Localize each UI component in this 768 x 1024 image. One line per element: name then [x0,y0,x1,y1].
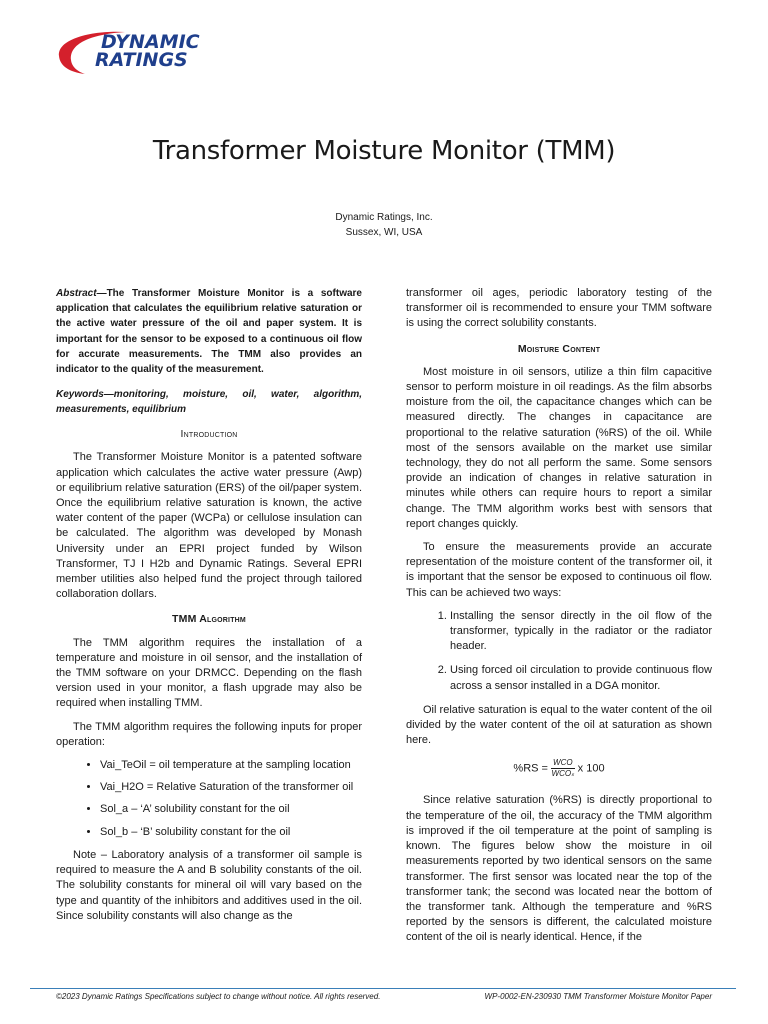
moisture-text-1: Most moisture in oil sensors, utilize a thin film capacitive sensor to perform moisture in oil readings. As the film absorbs moisture from the oil, the capacitance changes which can be measured directly. The changes in capacitance are proportional to the relative saturation (%RS) of the oil. While most of the sensors available on the market use similar technology, they do not all perform the same. Some sensors provide an indication of changes in relative saturation in minutes while others can require hours to report a similar change. The TMM algorithm works best with sensors that report changes quickly. [406,365,712,530]
author-block [0,210,768,240]
note-text: Note – Laboratory analysis of a transformer oil sample is required to measure the A and B solubility constants of the oil. The solubility constants for mineral oil will vary based on the type and quantity of the inhibitors and additives used in the oil. Since solubility constants will also change as the [56,848,362,922]
algorithm-text-1: The TMM algorithm requires the installation of a temperature and moisture in oil sensor, and the installation of the TMM software on your DRMCC. Depending on the flash version used in your monitor, a flash upgrade may also be required when installing TMM. [56,636,362,710]
list-item: • Sol_b – ‘B’ solubility constant for the oil [100,825,362,840]
right-column [406,286,712,954]
left-column [56,286,362,932]
formula-rhs: x 100 [577,762,605,775]
dynamic-ratings-logo [55,26,215,80]
since-text: Since relative saturation (%RS) is directly proportional to the temperature of the oil, the accuracy of the TMM algorithm is improved if the oil temperature at the point of sampling is known. The figures below show the moisture in oil measurements reported by two identical sensors on the same transformer. The first sensor was located near the top of the transformer tank; the second was located near the bottom of the transformer tank. Although the temperature and %RS reported by the sensors is different, the calculated moisture content of the oil is nearly identical. Hence, if the [406,794,712,944]
footer-copyright: ©2023 Dynamic Ratings Specifications subject to change without notice. All rights reserved. [56,992,381,1001]
svg-text:RATINGS: RATINGS [95,49,188,71]
rs-formula [406,758,712,779]
moisture-text-2: To ensure the measurements provide an accurate representation of the moisture content of the transformer oil, it is important that the sensor be exposed to continuous oil flow. This can be achieved two ways: [406,541,712,599]
keywords [56,387,362,417]
moisture-content-heading: Moisture Content [517,342,601,355]
introduction-heading: Introduction [180,428,238,441]
formula-lhs: %RS = [513,762,548,775]
algorithm-heading: TMM Algorithm [172,613,246,626]
inputs-list [56,758,362,840]
abstract-text: —The Transformer Moisture Monitor is a software application that calculates the equilibrium relative saturation or the active water pressure of the oil and paper system. It is important for the sensor to be exposed to a continuous oil flow for accurate measurements. The TMM also provides an indicator to the quality of the measurement. [56,288,362,376]
author-org: Dynamic Ratings, Inc. [335,212,433,223]
footer-divider [30,988,736,989]
continued-text: transformer oil ages, periodic laboratory testing of the transformer oil is recommended to ensure your TMM software is using the correct solubility constants. [406,287,712,330]
author-location: Sussex, WI, USA [345,227,423,238]
page-title: Transformer Moisture Monitor (TMM) [152,136,616,166]
svg-text:DYNAMIC: DYNAMIC [101,31,200,53]
list-item: • Vai_TeOil = oil temperature at the sampling location [100,758,362,773]
list-item: • Sol_a – ‘A’ solubility constant for the oil [100,802,362,817]
abstract [56,286,362,377]
formula-numerator: WCO [553,758,573,768]
keywords-text: —monitoring, moisture, oil, water, algorithm, measurements, equilibrium [56,389,362,416]
algorithm-text-2: The TMM algorithm requires the following inputs for proper operation: [56,720,362,748]
formula-denominator: WCOₛ [551,769,575,779]
rs-text: Oil relative saturation is equal to the water content of the oil divided by the water content of the oil at saturation as shown here. [406,703,712,747]
list-item: 1. Installing the sensor directly in the oil flow of the transformer, typically in the radiator or the radiator header. [450,609,712,655]
keywords-label: Keywords [56,389,104,401]
abstract-label: Abstract [56,288,97,299]
list-item: 2. Using forced oil circulation to provide continuous flow across a sensor installed in a DGA monitor. [450,663,712,693]
ways-list [406,609,712,694]
formula-fraction [551,758,575,779]
list-item: • Vai_H2O = Relative Saturation of the transformer oil [100,780,362,795]
introduction-text: The Transformer Moisture Monitor is a patented software application which calculates the active water pressure (Awp) or equilibrium relative saturation (ERS) of the oil/paper system. Once the equilibrium relative saturation is known, the active water content of the paper (WCPa) or cellulose insulation can be calculated. The algorithm was developed by Monash University under an EPRI project funded by Wilson Transformer, TJ I H2b and Dynamic Ratings. Several EPRI member utilities also helped fund the project through tailored collaboration dollars. [56,451,362,601]
footer-doc-id: WP-0002-EN-230930 TMM Transformer Moisture Monitor Paper [484,992,712,1001]
